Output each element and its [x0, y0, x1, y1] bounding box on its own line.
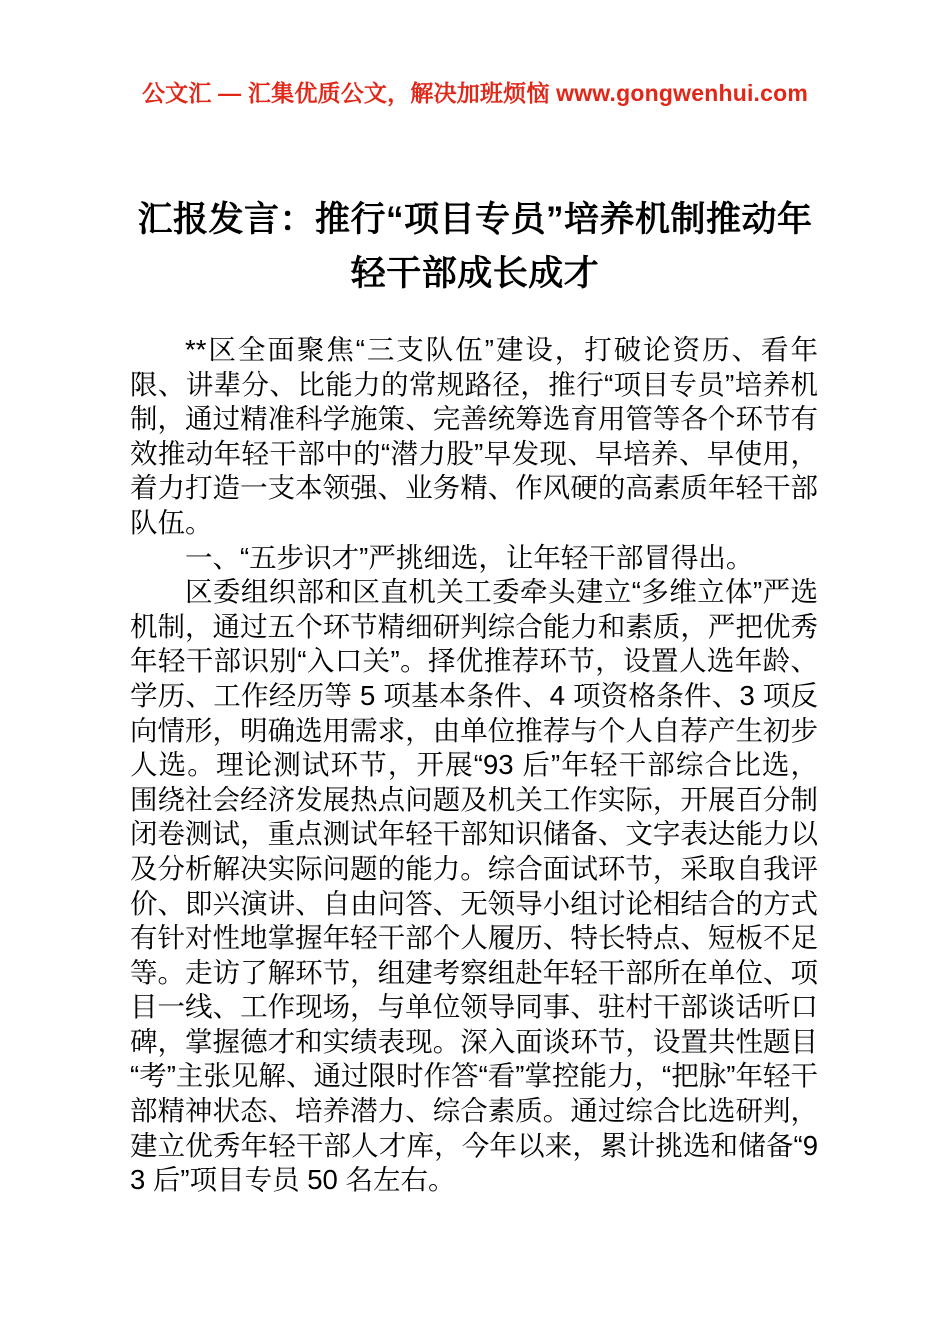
site-watermark-banner: 公文汇 — 汇集优质公文，解决加班烦恼 www.gongwenhui.com: [141, 80, 809, 106]
paragraph-intro: **区全面聚焦“三支队伍”建设，打破论资历、看年限、讲辈分、比能力的常规路径，推行“项目专员”培养机制，通过精准科学施策、完善统筹选育用管等各个环节有效推动年轻干部中的“潜力股”早发现、早培养、早使用，着力打造一支本领强、业务精、作风硬的高素质年轻干部队伍。: [130, 334, 818, 538]
document-body: [130, 333, 818, 1198]
paragraph-section-1-body: 区委组织部和区直机关工委牵头建立“多维立体”严选机制，通过五个环节精细研判综合能力和素质，严把优秀年轻干部识别“入口关”。择优推荐环节，设置人选年龄、学历、工作经历等 5 项基本条件、4 项资格条件、3 项反向情形，明确选用需求，由单位推荐与个人自荐产生初步人选。理论测试环节，开展“93 后”年轻干部综合比选，围绕社会经济发展热点问题及机关工作实际，开展百分制闭卷测试，重点测试年轻干部知识储备、文字表达能力以及分析解决实际问题的能力。综合面试环节，采取自我评价、即兴演讲、自由问答、无领导小组讨论相结合的方式有针对性地掌握年轻干部个人履历、特长特点、短板不足等。走访了解环节，组建考察组赴年轻干部所在单位、项目一线、工作现场，与单位领导同事、驻村干部谈话听口碑，掌握德才和实绩表现。深入面谈环节，设置共性题目“考”主张见解、通过限时作答“看”掌控能力，“把脉”年轻干部精神状态、培养潜力、综合素质。通过综合比选研判，建立优秀年轻干部人才库，今年以来，累计挑选和储备“93 后”项目专员 50 名左右。: [130, 576, 818, 1196]
section-heading-1: 一、“五步识才”严挑细选，让年轻干部冒得出。: [185, 541, 754, 573]
page-title: 汇报发言：推行“项目专员”培养机制推动年轻干部成长成才: [137, 200, 813, 294]
